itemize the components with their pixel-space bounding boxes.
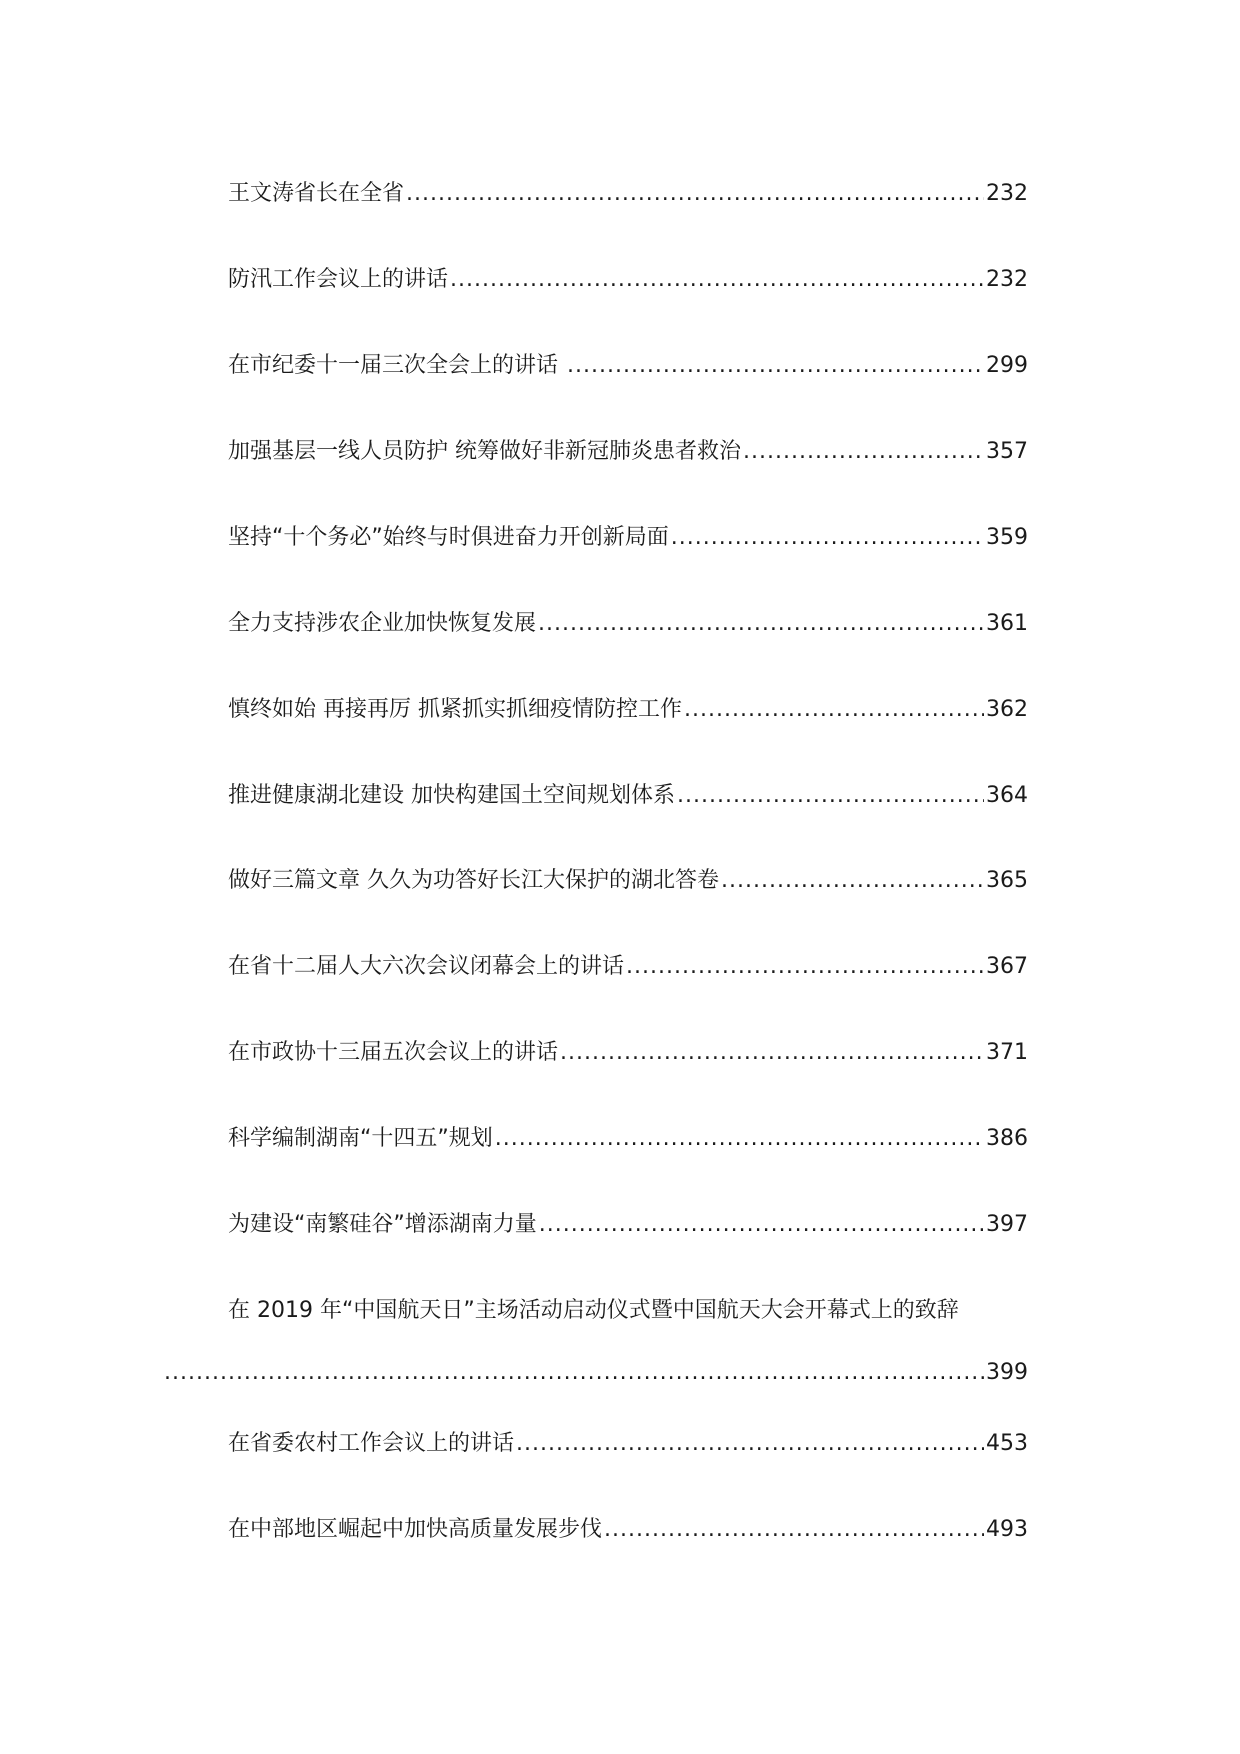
toc-dot-leader: [684, 693, 984, 727]
toc-dot-leader: [721, 864, 984, 898]
toc-dot-leader: [560, 1036, 984, 1070]
toc-entry[interactable]: [228, 1427, 1028, 1461]
toc-entry[interactable]: [228, 177, 1028, 211]
toc-dot-leader: [164, 1356, 984, 1390]
toc-entry-title: 科学编制湖南“十四五”规划: [228, 1126, 493, 1151]
toc-entry-page: 232: [986, 181, 1028, 206]
toc-entry[interactable]: [228, 349, 1028, 383]
toc-entry-title: 王文涛省长在全省: [228, 181, 405, 206]
toc-entry[interactable]: [228, 1513, 1028, 1547]
toc-entry-page: 357: [986, 439, 1028, 464]
toc-entry-title: 坚持“十个务必”始终与时俱进奋力开创新局面: [228, 525, 669, 550]
toc-dot-leader: [743, 435, 984, 469]
toc-entry-title: 在中部地区崛起中加快高质量发展步伐: [228, 1517, 603, 1542]
toc-dot-leader: [626, 950, 984, 984]
toc-entry[interactable]: [228, 779, 1028, 813]
toc-entry[interactable]: [228, 950, 1028, 984]
toc-entry-title: 在省十二届人大六次会议闭幕会上的讲话: [228, 954, 625, 979]
toc-dot-leader: [677, 779, 984, 813]
toc-entry[interactable]: [228, 1294, 1128, 1328]
toc-entry-page: 371: [986, 1040, 1028, 1065]
toc-entry-title: 加强基层一线人员防护 统筹做好非新冠肺炎患者救治: [228, 439, 741, 464]
toc-entry-page: 367: [986, 954, 1028, 979]
toc-entry-title: 在 2019 年“中国航天日”主场活动启动仪式暨中国航天大会开幕式上的致辞: [228, 1298, 959, 1323]
toc-entry[interactable]: [228, 1122, 1028, 1156]
toc-entry-page: 364: [986, 783, 1028, 808]
toc-entry-page: 493: [986, 1517, 1028, 1542]
toc-entry-title: 在市纪委十一届三次全会上的讲话: [228, 353, 565, 378]
toc-dot-leader: [538, 607, 984, 641]
toc-entry[interactable]: [228, 435, 1028, 469]
toc-dot-leader: [450, 263, 984, 297]
toc-dot-leader: [495, 1122, 984, 1156]
toc-entry[interactable]: [228, 521, 1028, 555]
toc-entry-title: 推进健康湖北建设 加快构建国土空间规划体系: [228, 783, 675, 808]
toc-entry-continuation[interactable]: [164, 1356, 1028, 1390]
toc-entry[interactable]: [228, 1208, 1028, 1242]
toc-entry-title: 为建设“南繁硅谷”增添湖南力量: [228, 1212, 537, 1237]
toc-entry-page: 361: [986, 611, 1028, 636]
toc-entry-page: 232: [986, 267, 1028, 292]
toc-entry-title: 全力支持涉农企业加快恢复发展: [228, 611, 537, 636]
toc-entry-page: 362: [986, 697, 1028, 722]
toc-entry-title: 慎终如始 再接再厉 抓紧抓实抓细疫情防控工作: [228, 697, 682, 722]
toc-entry[interactable]: [228, 263, 1028, 297]
toc-entry-title: 在市政协十三届五次会议上的讲话: [228, 1040, 559, 1065]
toc-entry-title: 做好三篇文章 久久为功答好长江大保护的湖北答卷: [228, 868, 719, 893]
toc-entry-page: 365: [986, 868, 1028, 893]
toc-entry-title: 防汛工作会议上的讲话: [228, 267, 449, 292]
toc-dot-leader: [539, 1208, 984, 1242]
toc-entry[interactable]: [228, 607, 1028, 641]
toc-entry-page: 399: [986, 1360, 1028, 1385]
toc-dot-leader: [406, 177, 984, 211]
toc-entry-title: 在省委农村工作会议上的讲话: [228, 1431, 515, 1456]
toc-entry-page: 386: [986, 1126, 1028, 1151]
toc-entry-page: 359: [986, 525, 1028, 550]
toc-dot-leader: [516, 1427, 984, 1461]
toc-dot-leader: [604, 1513, 984, 1547]
toc-entry-page: 397: [986, 1212, 1028, 1237]
toc-dot-leader: [671, 521, 984, 555]
toc-dot-leader: [567, 349, 984, 383]
toc-entry[interactable]: [228, 1036, 1028, 1070]
toc-entry-page: 453: [986, 1431, 1028, 1456]
toc-entry[interactable]: [228, 864, 1028, 898]
toc-entry[interactable]: [228, 693, 1028, 727]
toc-entry-page: 299: [986, 353, 1028, 378]
